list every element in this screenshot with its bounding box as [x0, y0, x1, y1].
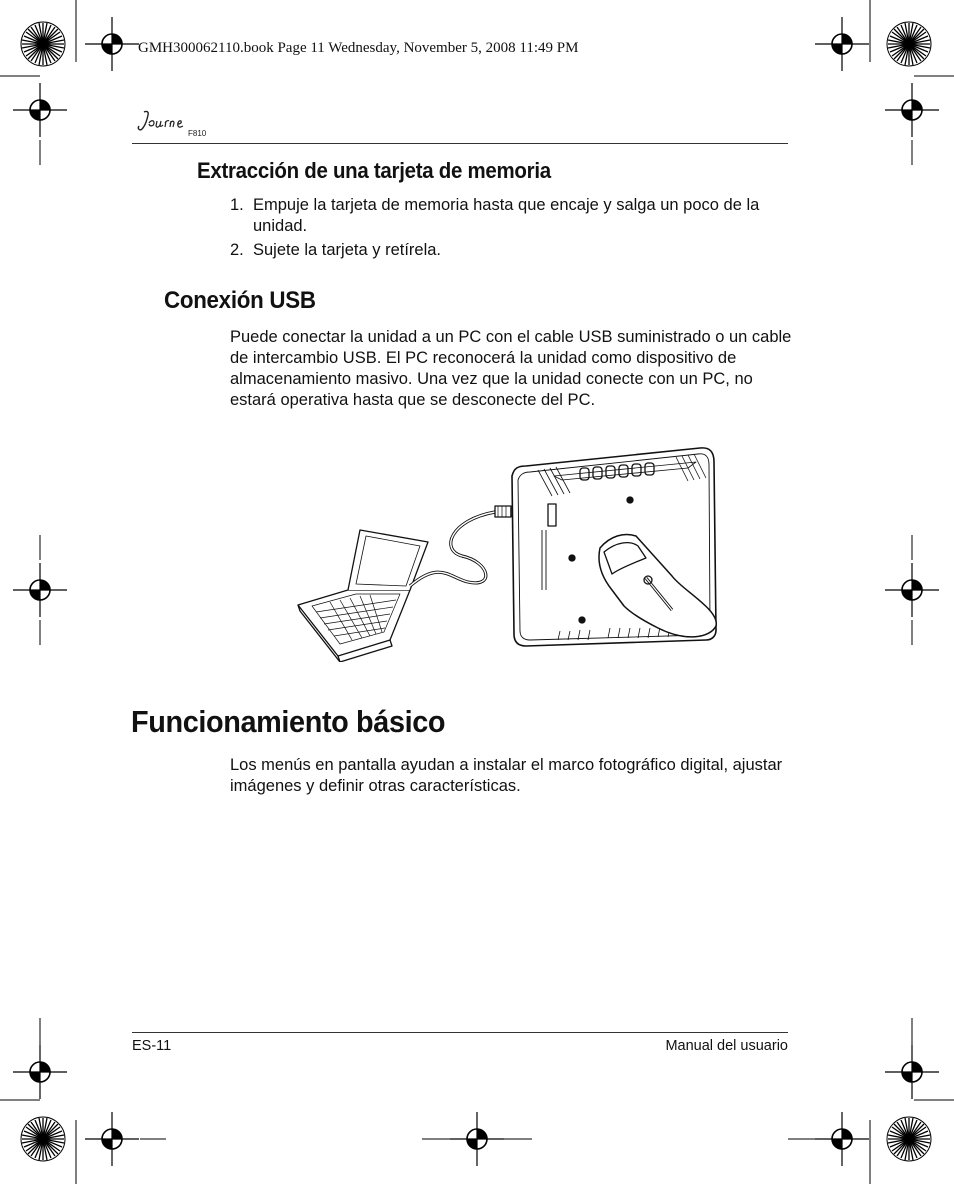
- list-item: [230, 240, 790, 261]
- section-heading-usb: Conexión USB: [164, 287, 316, 314]
- model-label: F810: [188, 129, 207, 138]
- page-main-heading: Funcionamiento básico: [131, 704, 446, 739]
- steps-list: [230, 195, 790, 264]
- section-heading-memory-card: Extracción de una tarjeta de memoria: [197, 158, 551, 183]
- step-number: 1.: [230, 196, 244, 214]
- footer-rule: [132, 1032, 788, 1033]
- usb-connection-illustration: [290, 440, 730, 662]
- list-item: [230, 195, 790, 237]
- print-slug-line: GMH300062110.book Page 11 Wednesday, November 5, 2008 11:49 PM: [138, 40, 579, 56]
- step-text: Empuje la tarjeta de memoria hasta que encaje y salga un poco de la unidad.: [253, 196, 760, 235]
- step-text: Sujete la tarjeta y retírela.: [253, 241, 442, 259]
- usb-paragraph: Puede conectar la unidad a un PC con el cable USB suministrado o un cable de intercambio USB. El PC reconocerá la unidad como dispositivo de almacenamiento masivo. Una vez que la unidad conecte con un PC, no estará operativa hasta que se desconecte del PC.: [230, 328, 792, 409]
- page-number: ES-11: [132, 1038, 172, 1054]
- manual-title: Manual del usuario: [665, 1038, 788, 1054]
- basic-operation-paragraph: Los menús en pantalla ayudan a instalar el marco fotográfico digital, ajustar imágenes y definir otras características.: [230, 756, 783, 795]
- header-rule: [132, 143, 788, 144]
- step-number: 2.: [230, 241, 244, 259]
